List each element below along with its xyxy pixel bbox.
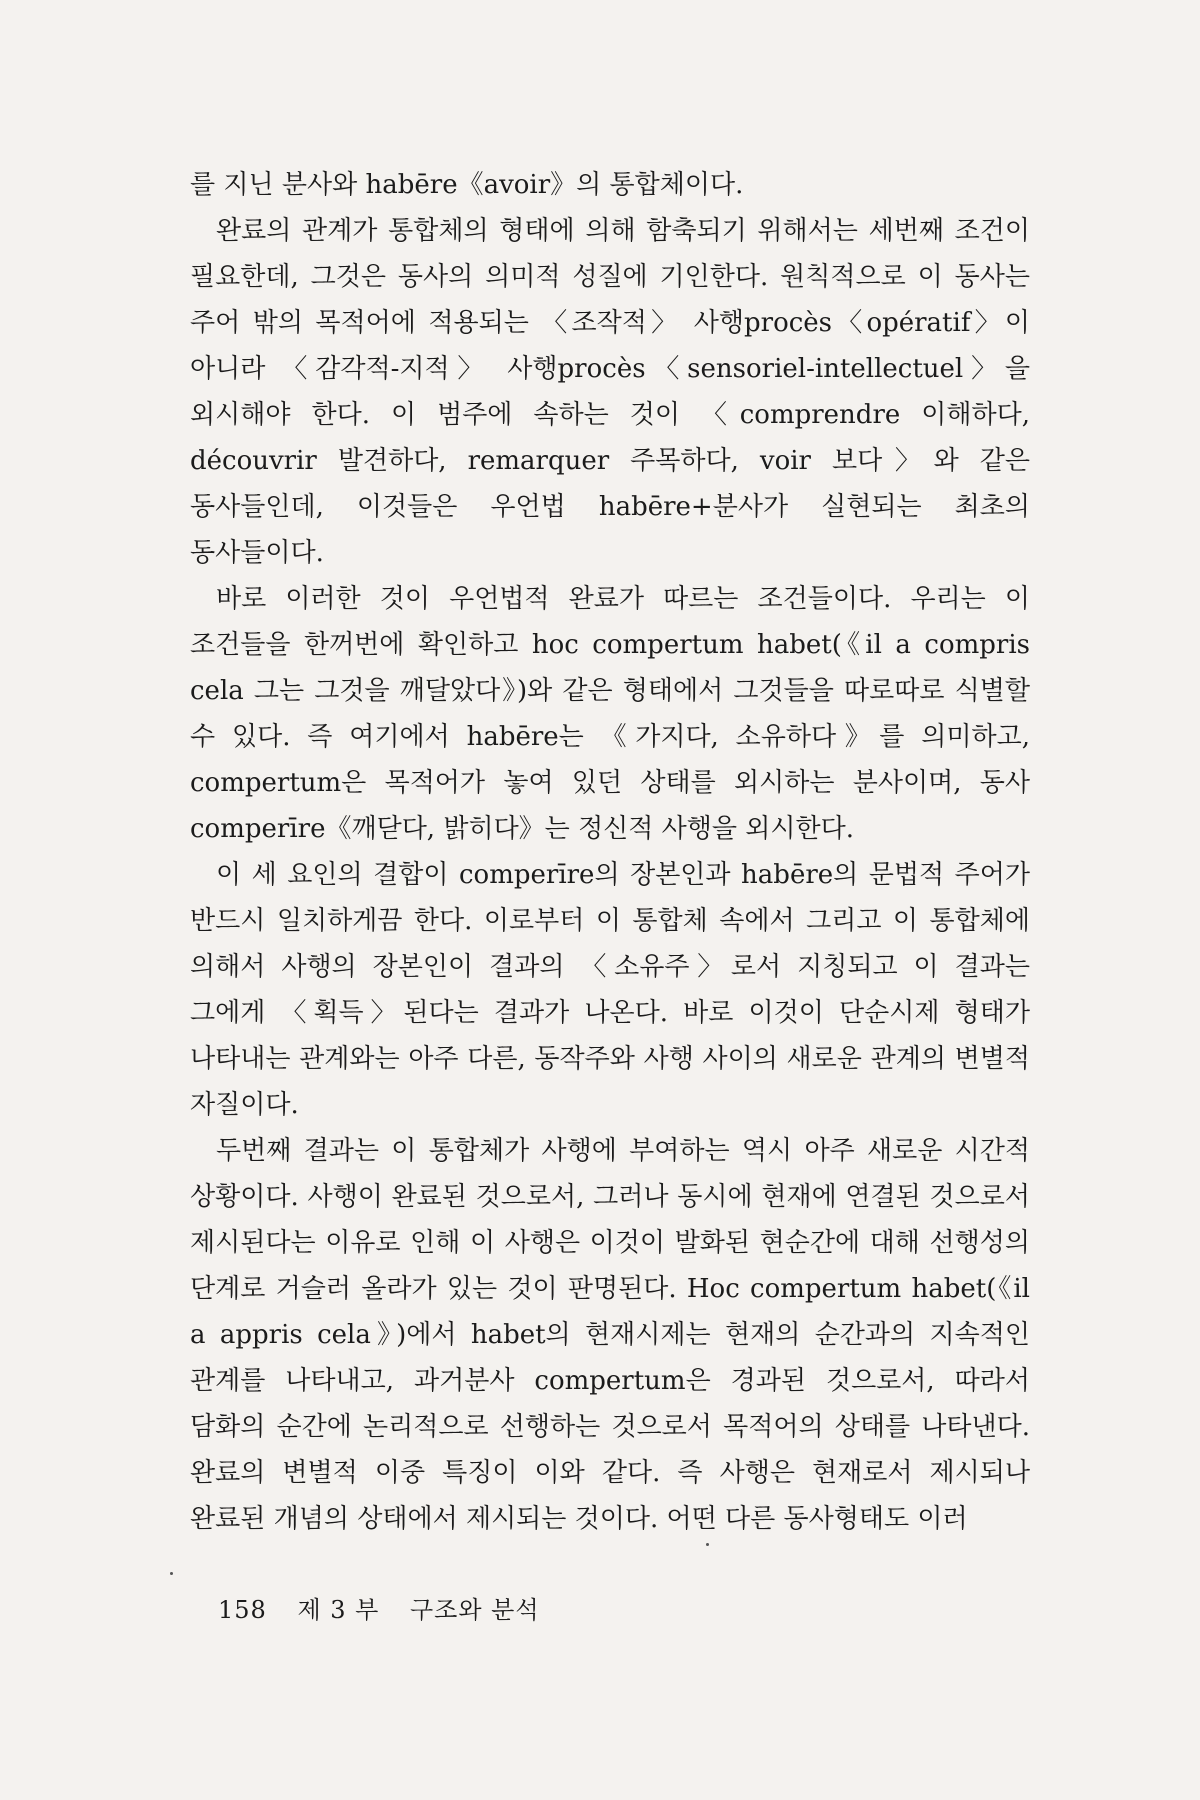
scan-speck (170, 1572, 173, 1575)
body-text (190, 162, 1030, 1542)
scan-speck (706, 1543, 709, 1546)
section-label: 구조와 분석 (410, 1596, 540, 1624)
paragraph: 두번째 결과는 이 통합체가 사행에 부여하는 역시 아주 새로운 시간적 상황이다. 사행이 완료된 것으로서, 그러나 동시에 현재에 연결된 것으로서 제시된다는 이유로 인해 이 사행은 이것이 발화된 현순간에 대해 선행성의 단계로 거슬러 올라가 있는 것이 판명된다. Hoc compertum habet(《il a appris cela》)에서 habet의 현재시제는 현재의 순간과의 지속적인 관계를 나타내고, 과거분사 compertum은 경과된 것으로서, 따라서 담화의 순간에 논리적으로 선행하는 것으로서 목적어의 상태를 나타낸다. 완료의 변별적 이중 특징이 이와 같다. 즉 사행은 현재로서 제시되나 완료된 개념의 상태에서 제시되는 것이다. 어떤 다른 동사형태도 이러 (190, 1136, 1030, 1534)
part-label: 제 3 부 (297, 1596, 380, 1624)
paragraph-continuation: 를 지닌 분사와 habēre《avoir》의 통합체이다. (190, 170, 744, 200)
paragraph: 바로 이러한 것이 우언법적 완료가 따르는 조건들이다. 우리는 이 조건들을 한꺼번에 확인하고 hoc compertum habet(《il a compris cela 그는 그것을 깨달았다》)와 같은 형태에서 그것들을 따로따로 식별할 수 있다. 즉 여기에서 habēre는 《가지다, 소유하다》를 의미하고, compertum은 목적어가 놓여 있던 상태를 외시하는 분사이며, 동사 comperīre《깨닫다, 밝히다》는 정신적 사행을 외시한다. (190, 584, 1030, 844)
page-footer (218, 1590, 562, 1625)
paragraph: 완료의 관계가 통합체의 형태에 의해 함축되기 위해서는 세번째 조건이 필요한데, 그것은 동사의 의미적 성질에 기인한다. 원칙적으로 이 동사는 주어 밖의 목적어에 적용되는 〈조작적〉 사행procès〈opératif〉이 아니라 〈감각적-지적〉 사행procès〈sensoriel-intellectuel〉을 외시해야 한다. 이 범주에 속하는 것이 〈comprendre 이해하다, découvrir 발견하다, remarquer 주목하다, voir 보다〉와 같은 동사들인데, 이것들은 우언법 habēre+분사가 실현되는 최초의 동사들이다. (190, 216, 1030, 568)
paragraph: 이 세 요인의 결합이 comperīre의 장본인과 habēre의 문법적 주어가 반드시 일치하게끔 한다. 이로부터 이 통합체 속에서 그리고 이 통합체에 의해서 사행의 장본인이 결과의 〈소유주〉로서 지칭되고 이 결과는 그에게 〈획득〉된다는 결과가 나온다. 바로 이것이 단순시제 형태가 나타내는 관계와는 아주 다른, 동작주와 사행 사이의 새로운 관계의 변별적 자질이다. (190, 860, 1030, 1120)
page-number: 158 (218, 1596, 267, 1624)
